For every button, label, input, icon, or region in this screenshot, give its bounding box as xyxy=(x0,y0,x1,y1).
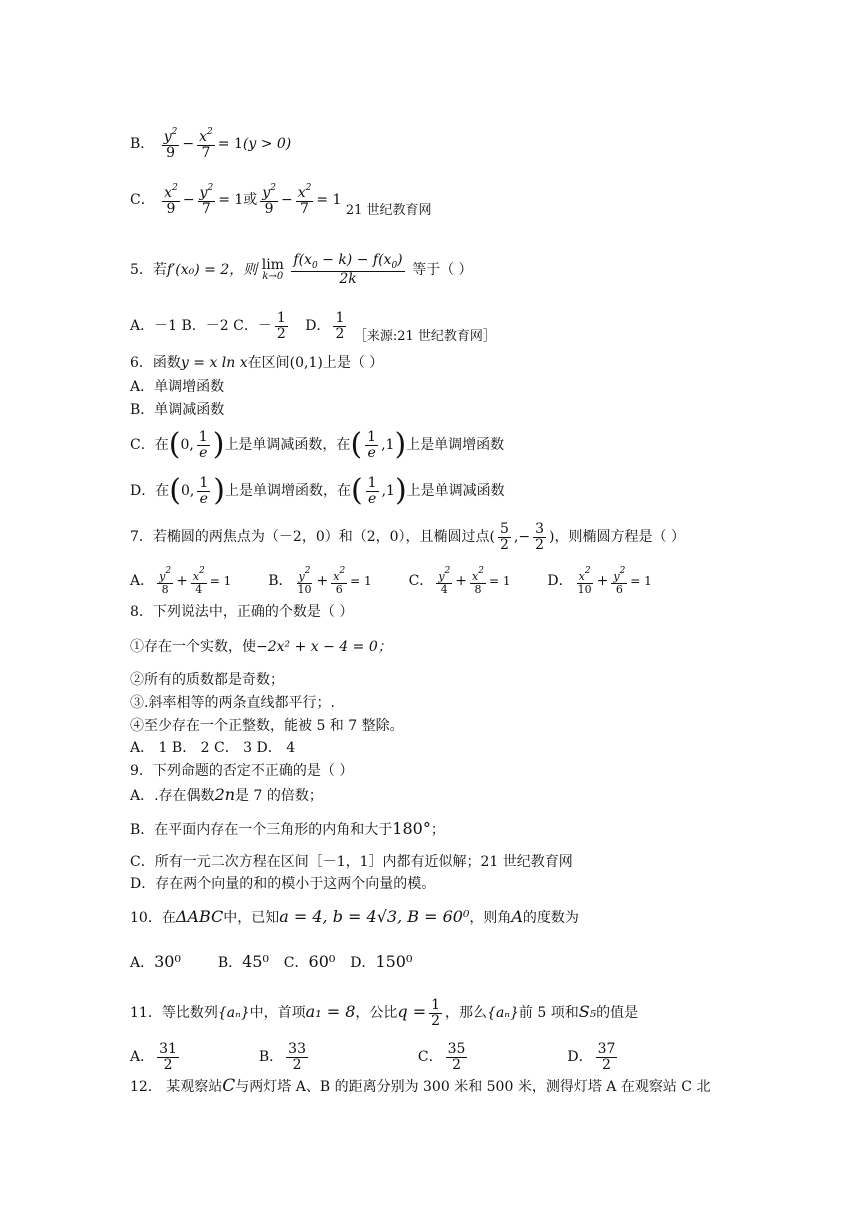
q5-options: A．－1 B．－2 C．－ $\frac{1}{2}$ D． $\frac{1}{2}$ ［来源:21 世纪教育网］ xyxy=(130,310,496,345)
q12-stem: 12． 某观察站C与两灯塔 A、B 的距离分别为 300 米和 500 米，测得灯塔 A 在观察站 C 北 xyxy=(130,1076,711,1096)
q11-stem: 11．等比数列{aₙ}中，首项a₁ = 8，公比q = $\frac{1}{2}$ ，那么{aₙ}前 5 项和S₅的值是 xyxy=(130,997,639,1029)
q11-options: A． $\frac{31}{2}$ B． $\frac{33}{2}$ C． $\frac{35}{2}$ D． $\frac{37}{2}$ xyxy=(130,1041,616,1073)
q7-options: A． $\frac{y^2}{8}$ + $\frac{x^2}{4}$ = 1 B． $\frac{y^2}{10}$ + $\frac{x^2}{6}$ = 1 C． $\frac{y^2}{4}$ + $\frac{x^2}{8}$ = 1 D． $\frac{x^2}{10}$ + $\frac{y^2}{6}$ = 1 xyxy=(130,566,652,596)
q6-option-a: A．单调增函数 xyxy=(130,379,225,395)
q8-options: A． 1 B． 2 C． 3 D． 4 xyxy=(130,740,296,756)
q5-stem: 5．若f′(x₀) = 2，则 lim k→0 $\frac{f(x_0 - k) - f(x_0)}{2k}$ 等于（ ） xyxy=(130,252,473,288)
q9-stem: 9．下列命题的否定不正确的是（ ） xyxy=(130,763,354,779)
q4-option-c: C． $\frac{x^2}{9}$ − $\frac{y^2}{7}$ = 1或 $\frac{y^2}{9}$ − $\frac{x^2}{7}$ = 1 21 世纪教育网 xyxy=(130,183,432,219)
fraction: $\frac{x^2}{7}$ xyxy=(199,127,213,161)
q9-option-c: C．所有一元二次方程在区间［－1，1］内都有近似解；21 世纪教育网 xyxy=(130,854,573,870)
q10-options: A．30⁰ B．45⁰ C．60⁰ D．150⁰ xyxy=(130,952,413,971)
q8-statement-3: ③.斜率相等的两条直线都平行；. xyxy=(130,695,335,711)
fraction: $\frac{y^2}{9}$ xyxy=(163,127,178,161)
q9-option-b: B．在平面内存在一个三角形的内角和大于180°； xyxy=(130,819,445,838)
source-note: ［来源:21 世纪教育网］ xyxy=(353,329,496,345)
q6-option-b: B．单调减函数 xyxy=(130,402,225,418)
q6-option-c: C．在(0, $\frac{1}{e}$ )上是单调减函数，在( $\frac{1}{e}$ ,1)上是单调增函数 xyxy=(130,427,505,463)
q6-stem: 6．函数y = x ln x在区间(0,1)上是（ ） xyxy=(130,355,384,371)
q9-option-d: D．存在两个向量的和的模小于这两个向量的模。 xyxy=(130,876,436,892)
q9-option-a: A．.存在偶数2n是 7 的倍数； xyxy=(130,785,323,804)
q8-statement-4: ④至少存在一个正整数，能被 5 和 7 整除。 xyxy=(130,718,404,734)
limit-symbol: lim k→0 xyxy=(261,256,284,282)
q8-statement-1: ①存在一个实数，使−2x² + x − 4 = 0； xyxy=(130,639,392,655)
q4-option-b: B． $\frac{y^2}{9}$ − $\frac{x^2}{7}$ = 1(y > 0) xyxy=(130,127,292,161)
q8-stem: 8．下列说法中，正确的个数是（ ） xyxy=(130,604,354,620)
q7-stem: 7．若椭圆的两焦点为（－2，0）和（2，0），且椭圆过点( $\frac{5}{2}$ ,− $\frac{3}{2}$ )，则椭圆方程是（ ） xyxy=(130,521,685,553)
q6-option-d: D．在(0, $\frac{1}{e}$ )上是单调增函数，在( $\frac{1}{e}$ ,1)上是单调减函数 xyxy=(130,473,505,509)
q8-statement-2: ②所有的质数都是奇数； xyxy=(130,672,284,688)
source-note: 21 世纪教育网 xyxy=(345,203,432,219)
q10-stem: 10．在ΔABC中，已知a = 4, b = 4√3, B = 60⁰，则角A的度数为 xyxy=(130,907,579,926)
